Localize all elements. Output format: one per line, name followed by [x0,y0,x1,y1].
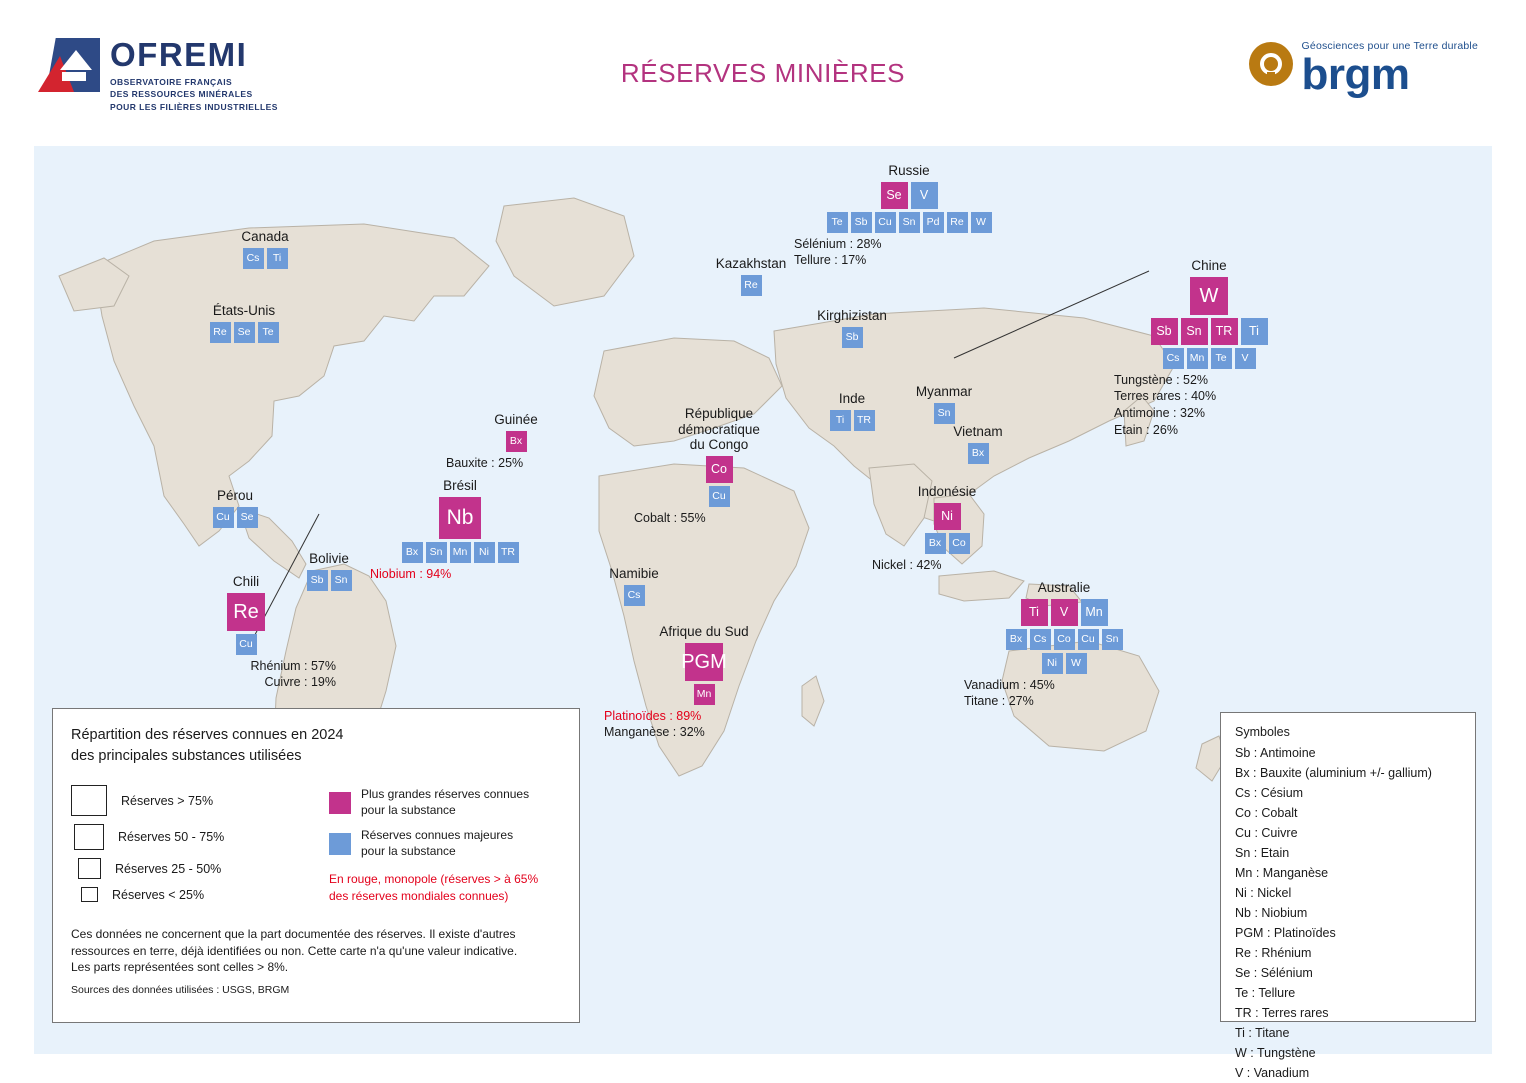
substance-chip-mn[interactable]: Mn [450,542,471,563]
substance-chip-sn[interactable]: Sn [934,403,955,424]
country-note-line: Nickel : 42% [872,557,942,572]
country-group-kirghizistan [772,308,932,351]
substance-chip-co[interactable]: Co [1054,629,1075,650]
substance-chip-bx[interactable]: Bx [402,542,423,563]
substance-chip-sn[interactable]: Sn [331,570,352,591]
substance-chip-tr[interactable]: TR [1211,318,1238,345]
symbol-item: TR : Terres rares [1235,1006,1329,1020]
country-note-line: Antimoine : 32% [1114,406,1206,421]
legend-size-item [71,887,311,902]
symbol-row [634,456,804,483]
substance-chip-v[interactable]: V [1051,599,1078,626]
country-label-indonesie: Indonésie [917,484,977,499]
substance-chip-v[interactable]: V [911,182,938,209]
substance-chip-w[interactable]: W [1066,653,1087,674]
symbol-row [370,497,550,539]
symbol-item: PGM : Platinoïdes [1235,926,1336,940]
symbol-row [872,533,1022,554]
legend-size-label-1: Réserves > 75% [121,793,214,808]
country-label-etats-unis: États-Unis [212,303,276,318]
substance-chip-cu[interactable]: Cu [875,212,896,233]
symbol-item: Re : Rhénium [1235,946,1312,960]
substance-chip-ti[interactable]: Ti [830,410,851,431]
substance-chip-w[interactable]: W [1190,277,1228,315]
country-label-canada: Canada [241,229,289,244]
country-group-perou [180,488,290,531]
substance-chip-cu[interactable]: Cu [709,486,730,507]
substance-chip-sb[interactable]: Sb [1151,318,1178,345]
symbols-panel [1220,712,1476,1080]
legend-size-item [71,824,311,850]
legend-size-swatch-3 [78,858,101,879]
symbol-item: W : Tungstène [1235,1046,1316,1060]
substance-chip-se[interactable]: Se [234,322,255,343]
country-label-kirghizistan: Kirghizistan [817,308,887,323]
country-label-kazakhstan: Kazakhstan [715,256,787,271]
symbol-row [180,507,290,528]
symbol-row [772,327,932,348]
symbol-item: V : Vanadium [1235,1066,1310,1080]
country-label-bolivie: Bolivie [309,551,349,566]
country-label-vietnam: Vietnam [953,424,1003,439]
substance-chip-mn[interactable]: Mn [694,684,715,705]
substance-chip-sb[interactable]: Sb [851,212,872,233]
country-note-line: Terres rares : 40% [1114,389,1217,404]
symbol-row [156,593,336,631]
substance-chip-se[interactable]: Se [237,507,258,528]
substance-chip-sn[interactable]: Sn [426,542,447,563]
legend-color-label-blue-line-1: Réserves connues majeures [361,828,514,843]
substance-chip-ni[interactable]: Ni [934,503,961,530]
substance-chip-co[interactable]: Co [706,456,733,483]
legend-size-label-3: Réserves 25 - 50% [115,861,222,876]
substance-chip-ti[interactable]: Ti [1241,318,1268,345]
legend-footnote-line-3: Les parts représentées sont celles > 8%. [71,960,289,975]
country-note-indonesie [872,557,1022,574]
symbol-row [1114,348,1304,369]
country-label-namibie: Namibie [609,566,659,581]
country-note-line: Titane : 27% [964,694,1034,709]
substance-chip-cs[interactable]: Cs [243,248,264,269]
symbol-item: Se : Sélénium [1235,966,1313,980]
substance-chip-te[interactable]: Te [827,212,848,233]
page-header [0,0,1526,145]
substance-chip-cs[interactable]: Cs [1163,348,1184,369]
legend-sources: Sources des données utilisées : USGS, BRGM [71,983,290,996]
legend-size-label-4: Réserves < 25% [112,887,205,902]
legend-color-label-blue-line-2: pour la substance [361,843,456,858]
substance-chip-w[interactable]: W [971,212,992,233]
country-note-line: Platinoïdes : 89% [604,708,702,723]
symbols-list [1235,743,1461,1083]
symbol-row [794,212,1024,233]
substance-chip-se[interactable]: Se [881,182,908,209]
substance-chip-ni[interactable]: Ni [1042,653,1063,674]
country-note-guinee [446,455,586,472]
country-group-kazakhstan [666,256,836,299]
symbol-row [666,275,836,296]
country-group-namibie [564,566,704,609]
country-group-afrique-du-sud [604,624,804,741]
substance-chip-sn[interactable]: Sn [1181,318,1208,345]
substance-chip-bx[interactable]: Bx [968,443,989,464]
substance-chip-te[interactable]: Te [1211,348,1232,369]
substance-chip-bx[interactable]: Bx [1006,629,1027,650]
symbol-row [1114,277,1304,315]
substance-chip-tr[interactable]: TR [854,410,875,431]
legend-size-item [71,858,311,879]
country-note-line: Tungstène : 52% [1114,372,1209,387]
country-note-afrique-du-sud [604,708,804,742]
country-note-line: Cobalt : 55% [634,510,706,525]
substance-chip-ti[interactable]: Ti [1021,599,1048,626]
country-label-chine: Chine [1191,258,1227,273]
legend-size-swatch-1 [71,785,107,816]
country-label-chili: Chili [232,574,260,589]
legend-size-item [71,785,311,816]
symbol-row [446,431,586,452]
symbol-item: Co : Cobalt [1235,806,1298,820]
substance-chip-tr[interactable]: TR [498,542,519,563]
legend-color-label-pink-line-2: pour la substance [361,802,456,817]
country-note-line: Rhénium : 57% [250,658,336,673]
substance-chip-bx[interactable]: Bx [506,431,527,452]
brgm-spiral-icon [1249,42,1293,86]
symbol-item: Nb : Niobium [1235,906,1308,920]
symbol-row [604,643,804,681]
country-label-australie: Australie [1037,580,1091,595]
country-note-line: Tellure : 17% [794,253,867,268]
symbol-row [206,248,324,269]
substance-chip-v[interactable]: V [1235,348,1256,369]
country-note-line: Bauxite : 25% [446,455,524,470]
legend-color-scale [311,785,561,910]
symbol-row [794,182,1024,209]
ofremi-brand-name: OFREMI [110,36,248,73]
legend-size-swatch-2 [74,824,104,850]
world-map [34,146,1492,1080]
substance-chip-sb[interactable]: Sb [842,327,863,348]
country-note-line: Sélénium : 28% [794,236,882,251]
legend-swatch-pink [329,792,351,814]
symbol-row [964,629,1164,650]
symbol-item: Ti : Titane [1235,1026,1290,1040]
legend-size-label-2: Réserves 50 - 75% [118,830,225,845]
symbol-row [156,634,336,655]
country-group-chili [156,574,336,691]
symbol-row [370,542,550,563]
legend-monopoly-line-2: des réserves mondiales connues) [329,888,509,903]
brgm-wordmark: brgm [1301,50,1410,99]
substance-chip-ti[interactable]: Ti [267,248,288,269]
substance-chip-sn[interactable]: Sn [1102,629,1123,650]
substance-chip-co[interactable]: Co [949,533,970,554]
country-note-line: Cuivre : 19% [264,675,336,690]
legend-title-line-2: des principales substances utilisées [71,748,302,765]
symbol-item: Cs : Césium [1235,786,1304,800]
country-group-chine [1114,258,1304,439]
country-label-myanmar: Myanmar [915,384,973,399]
symbols-title: Symboles [1235,725,1290,739]
country-group-etats-unis [174,303,314,346]
country-label-perou: Pérou [216,488,254,503]
page-title: RÉSERVES MINIÈRES [620,58,906,88]
substance-chip-re[interactable]: Re [947,212,968,233]
symbol-item: Ni : Nickel [1235,886,1292,900]
substance-chip-mn[interactable]: Mn [1081,599,1108,626]
country-group-vietnam [918,424,1038,467]
ofremi-subtitle-line-1: OBSERVATOIRE FRANÇAIS [110,76,233,87]
country-note-line: Vanadium : 45% [964,677,1055,692]
country-note-line: Manganèse : 32% [604,725,705,740]
substance-chip-pgm[interactable]: PGM [685,643,723,681]
country-group-indonesie [872,484,1022,573]
symbol-item: Bx : Bauxite (aluminium +/- gallium) [1235,766,1432,780]
country-group-myanmar [879,384,1009,427]
ofremi-subtitle-line-3: POUR LES FILIÈRES INDUSTRIELLES [110,102,278,113]
country-label-bresil: Brésil [443,478,477,493]
substance-chip-sb[interactable]: Sb [307,570,328,591]
substance-chip-cs[interactable]: Cs [1030,629,1051,650]
symbol-row [604,684,804,705]
symbol-row [918,443,1038,464]
substance-chip-cs[interactable]: Cs [624,585,645,606]
legend-color-label-pink-line-1: Plus grandes réserves connues [361,787,530,802]
legend-color-item-largest [329,787,561,818]
country-label-rdc: République démocratique du Congo [678,406,760,453]
symbol-item: Sb : Antimoine [1235,746,1316,760]
symbol-row [1114,318,1304,345]
country-note-chili [156,658,336,692]
symbol-row [964,653,1164,674]
substance-chip-re[interactable]: Re [210,322,231,343]
country-label-inde: Inde [838,391,866,406]
symbol-row [964,599,1164,626]
legend-color-item-major [329,828,561,859]
country-label-guinee: Guinée [494,412,538,427]
legend-monopoly-line-1: En rouge, monopole (réserves > à 65% [329,872,539,887]
symbol-row [872,503,1022,530]
brgm-logo [1249,38,1478,99]
substance-chip-sn[interactable]: Sn [899,212,920,233]
symbol-row [634,486,804,507]
country-note-australie [964,677,1164,711]
substance-chip-cu[interactable]: Cu [213,507,234,528]
country-group-canada [206,229,324,272]
substance-chip-te[interactable]: Te [258,322,279,343]
country-group-australie [964,580,1164,710]
substance-chip-cu[interactable]: Cu [236,634,257,655]
brgm-tagline: Géosciences pour une Terre durable [1301,40,1478,52]
country-group-rdc [634,406,804,526]
substance-chip-ni[interactable]: Ni [474,542,495,563]
country-note-line: Etain : 26% [1114,423,1178,438]
substance-chip-re[interactable]: Re [227,593,265,631]
symbol-item: Mn : Manganèse [1235,866,1329,880]
legend-footnote-line-1: Ces données ne concernent que la part documentée des réserves. Il existe d'autres [71,927,516,942]
country-note-rdc [634,510,804,527]
substance-chip-re[interactable]: Re [741,275,762,296]
legend-title-line-1: Répartition des réserves connues en 2024 [71,727,344,743]
country-label-afrique-du-sud: Afrique du Sud [659,624,749,639]
country-note-bresil [370,566,550,583]
substance-chip-bx[interactable]: Bx [925,533,946,554]
substance-chip-pd[interactable]: Pd [923,212,944,233]
legend-size-scale [71,785,311,910]
symbol-row [564,585,704,606]
legend-panel [52,708,580,1023]
legend-size-swatch-4 [81,887,98,902]
symbol-row [174,322,314,343]
legend-monopoly-note [329,871,561,903]
country-note-chine [1114,372,1304,440]
country-group-bresil [370,478,550,582]
substance-chip-nb[interactable]: Nb [439,497,481,539]
ofremi-subtitle-line-2: DES RESSOURCES MINÉRALES [110,89,253,100]
symbol-row [879,403,1009,424]
legend-footnote-line-2: ressources en terre, déjà identifiées ou non. Cette carte n'a qu'une valeur indicative. [71,943,518,958]
substance-chip-mn[interactable]: Mn [1187,348,1208,369]
symbol-item: Te : Tellure [1235,986,1296,1000]
symbol-item: Cu : Cuivre [1235,826,1298,840]
country-note-line: Niobium : 94% [370,566,452,581]
legend-swatch-blue [329,833,351,855]
country-label-russie: Russie [888,163,930,178]
substance-chip-cu[interactable]: Cu [1078,629,1099,650]
legend-footnote [71,926,561,976]
country-group-russie [794,163,1024,269]
country-group-guinee [446,412,586,471]
symbol-item: Sn : Etain [1235,846,1290,860]
